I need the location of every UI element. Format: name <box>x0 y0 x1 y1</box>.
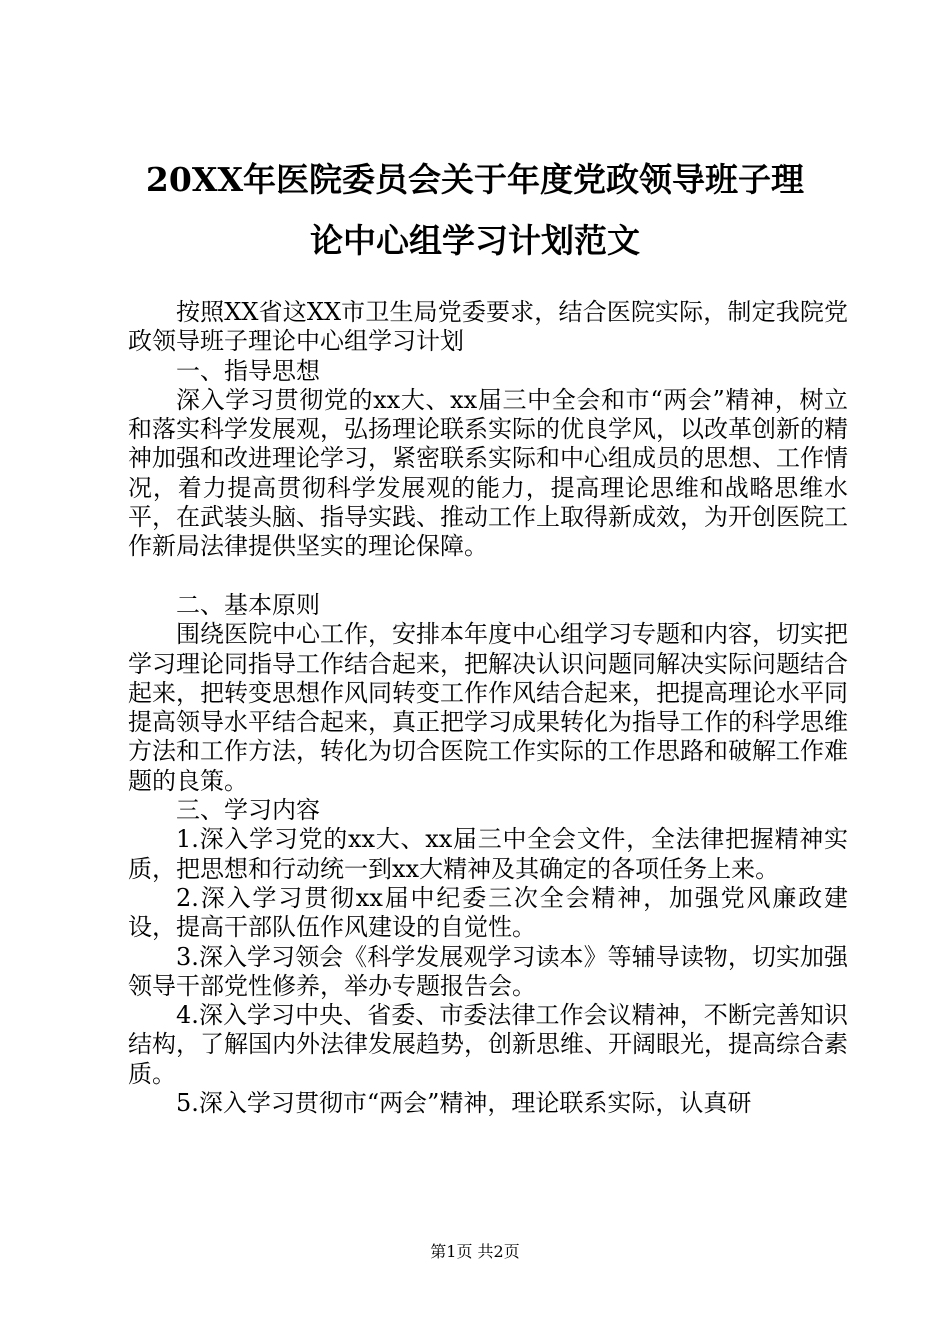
section-heading-study-content: 三、学习内容 <box>176 796 320 825</box>
study-item-1: 1.深入学习党的xx大、xx届三中全会文件，全法律把握精神实质，把思想和行动统一到xx大精神及其确定的各项任务上来。 <box>128 825 848 883</box>
study-item-3: 3.深入学习领会《科学发展观学习读本》等辅导读物，切实加强领导干部党性修养，举办专题报告会。 <box>128 942 848 1000</box>
document-body <box>128 298 848 1118</box>
section-heading-basic-principles: 二、基本原则 <box>176 590 320 619</box>
intro-paragraph: 按照XX省这XX市卫生局党委要求，结合医院实际，制定我院党政领导班子理论中心组学习计划 <box>128 298 848 356</box>
document-title-line-2: 论中心组学习计划范文 <box>310 221 640 260</box>
page-number-footer: 第1页 共2页 <box>430 1242 520 1261</box>
study-item-2: 2.深入学习贯彻xx届中纪委三次全会精神，加强党风廉政建设，提高干部队伍作风建设的自觉性。 <box>128 883 848 942</box>
document-title-line-1: 20XX年医院委员会关于年度党政领导班子理 <box>145 160 805 199</box>
study-item-5: 5.深入学习贯彻市“两会”精神，理论联系实际，认真研 <box>176 1089 752 1118</box>
section-heading-guiding-thought: 一、指导思想 <box>176 356 320 385</box>
guiding-thought-paragraph: 深入学习贯彻党的xx大、xx届三中全会和市“两会”精神，树立和落实科学发展观，弘扬理论联系实际的优良学风，以改革创新的精神加强和改进理论学习，紧密联系实际和中心组成员的思想、工作情况，着力提高贯彻科学发展观的能力，提高理论思维和战略思维水平，在武装头脑、指导实践、推动工作上取得新成效，为开创医院工作新局法律提供坚实的理论保障。 <box>128 385 848 561</box>
basic-principles-paragraph: 围绕医院中心工作，安排本年度中心组学习专题和内容，切实把学习理论同指导工作结合起来，把解决认识问题同解决实际问题结合起来，把转变思想作风同转变工作作风结合起来，把提高理论水平同提高领导水平结合起来，真正把学习成果转化为指导工作的科学思维方法和工作方法，转化为切合医院工作实际的工作思路和破解工作难题的良策。 <box>128 620 848 795</box>
study-item-4: 4.深入学习中央、省委、市委法律工作会议精神，不断完善知识结构，了解国内外法律发展趋势，创新思维、开阔眼光，提高综合素质。 <box>128 1001 848 1088</box>
